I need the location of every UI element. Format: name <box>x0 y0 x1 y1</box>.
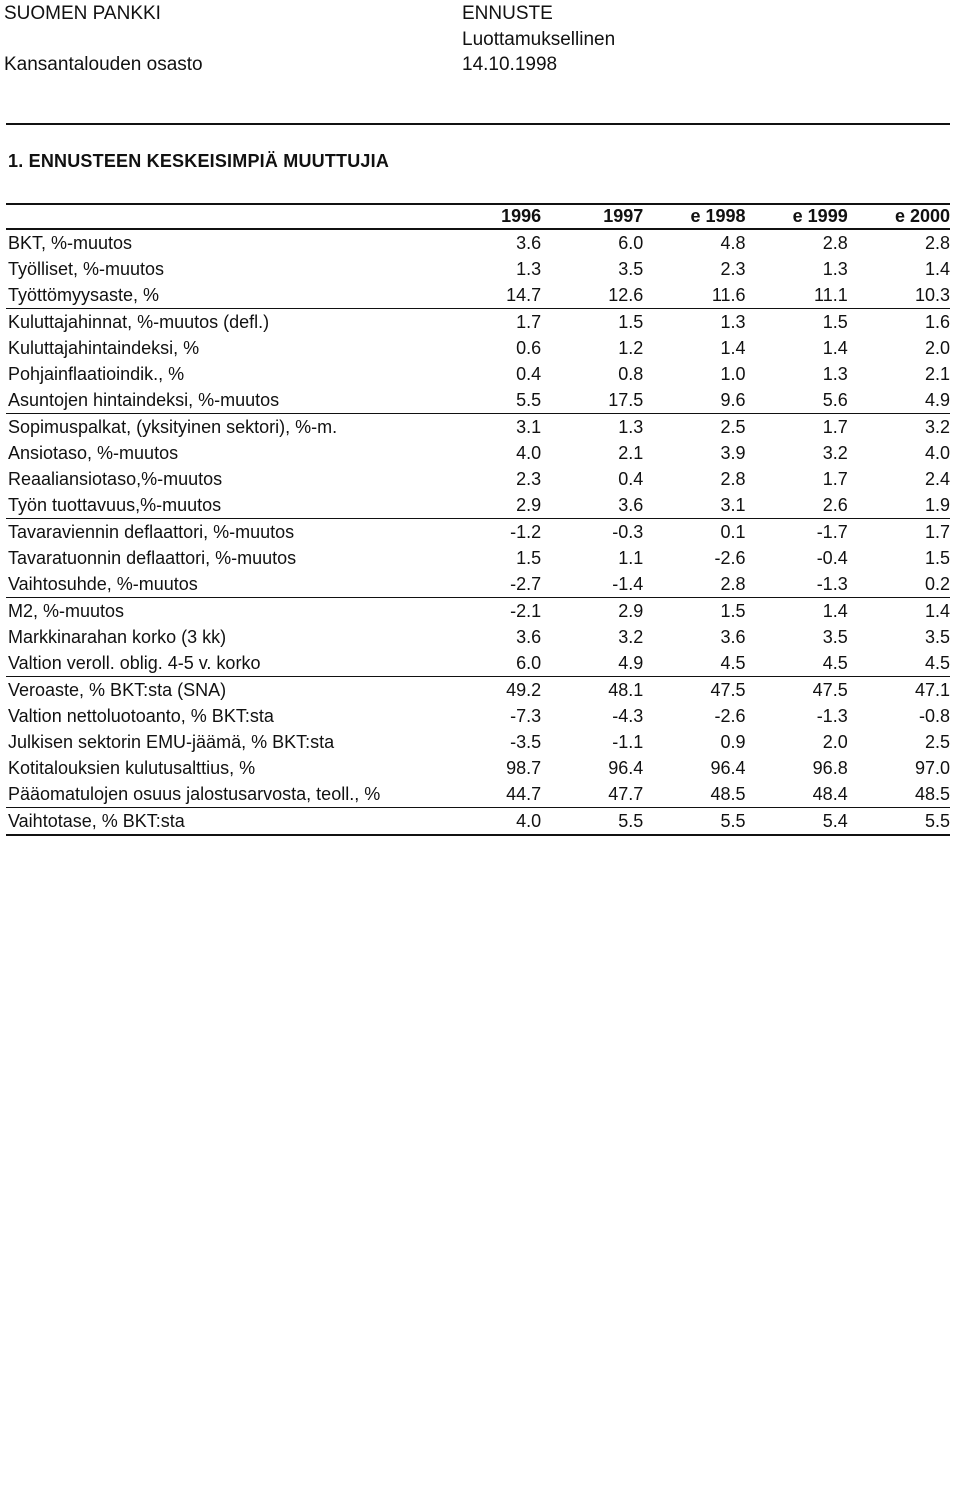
table-cell: 2.3 <box>516 469 542 489</box>
table-row <box>6 571 950 598</box>
table-cell: 3.6 <box>516 233 542 253</box>
table-cell: 3.2 <box>822 443 848 463</box>
table-header-row <box>6 204 950 229</box>
table-cell: 3.5 <box>822 627 848 647</box>
table-cell: 3.1 <box>643 492 745 519</box>
table-row <box>6 256 950 282</box>
table-cell: 1.6 <box>924 312 950 332</box>
row-label: Asuntojen hintaindeksi, %-muutos <box>6 387 439 414</box>
table-cell: 0.4 <box>618 469 644 489</box>
table-cell: 11.1 <box>746 282 848 309</box>
table-body <box>6 229 950 835</box>
table-cell: 4.9 <box>541 650 643 677</box>
table-row <box>6 492 950 519</box>
table-cell: 2.9 <box>618 601 644 621</box>
table-cell: -2.6 <box>714 706 746 726</box>
row-label: Veroaste, % BKT:sta (SNA) <box>8 680 227 700</box>
table-cell: 2.0 <box>924 338 950 358</box>
table-row <box>6 624 950 650</box>
table-row <box>6 808 950 836</box>
table-row <box>6 440 950 466</box>
table-row <box>6 729 950 755</box>
table-cell: 1.7 <box>516 312 542 332</box>
table-cell: -1.3 <box>746 571 848 598</box>
section-title: 1. ENNUSTEEN KESKEISIMPIÄ MUUTTUJIA <box>8 151 390 171</box>
table-cell: 1.3 <box>618 417 644 437</box>
row-label: Kotitalouksien kulutusalttius, % <box>8 758 256 778</box>
table-cell: 5.6 <box>746 387 848 414</box>
table-cell: -2.6 <box>714 548 746 568</box>
table-cell: 0.2 <box>848 571 950 598</box>
table-cell: 49.2 <box>506 680 542 700</box>
table-cell: 96.4 <box>608 758 644 778</box>
table-cell: -0.8 <box>918 706 950 726</box>
table-row <box>6 677 950 704</box>
table-cell: 4.0 <box>924 443 950 463</box>
table-cell: 48.5 <box>643 781 745 808</box>
table-cell: 5.5 <box>541 808 643 836</box>
table-cell: 5.5 <box>848 808 950 836</box>
row-label: Tavaraviennin deflaattori, %-muutos <box>8 522 295 542</box>
table-row <box>6 309 950 336</box>
table-cell: 4.5 <box>848 650 950 677</box>
table-cell: 6.0 <box>618 233 644 253</box>
table-cell: 1.4 <box>924 259 950 279</box>
column-header: 1997 <box>541 204 643 229</box>
row-label: Kuluttajahintaindeksi, % <box>8 338 200 358</box>
table-cell: 1.5 <box>924 548 950 568</box>
table-cell: 1.9 <box>848 492 950 519</box>
table-cell: 6.0 <box>439 650 541 677</box>
row-label: M2, %-muutos <box>8 601 125 621</box>
table-cell: 1.4 <box>720 338 746 358</box>
table-cell: 96.8 <box>812 758 848 778</box>
table-cell: 1.3 <box>516 259 542 279</box>
table-cell: 48.5 <box>848 781 950 808</box>
table-cell: 1.4 <box>822 601 848 621</box>
table-cell: -0.4 <box>816 548 848 568</box>
row-label: Vaihtotase, % BKT:sta <box>6 808 439 836</box>
table-cell: 3.6 <box>720 627 746 647</box>
row-label: Tavaratuonnin deflaattori, %-muutos <box>8 548 297 568</box>
table-cell: 4.5 <box>643 650 745 677</box>
organization-name: SUOMEN PANKKI <box>4 3 161 24</box>
table-row <box>6 703 950 729</box>
row-label: Työn tuottavuus,%-muutos <box>6 492 439 519</box>
column-header: 1996 <box>439 204 541 229</box>
table-cell: 9.6 <box>643 387 745 414</box>
table-cell: 3.2 <box>618 627 644 647</box>
table-cell: 97.0 <box>914 758 950 778</box>
row-label: Työlliset, %-muutos <box>8 259 165 279</box>
table-cell: -1.4 <box>541 571 643 598</box>
table-cell: 0.6 <box>516 338 542 358</box>
table-row <box>6 545 950 571</box>
table-row <box>6 229 950 256</box>
table-cell: -0.3 <box>612 522 644 542</box>
table-cell: 2.1 <box>618 443 644 463</box>
table-cell: 2.3 <box>720 259 746 279</box>
table-row <box>6 519 950 546</box>
column-header: e 1998 <box>643 204 745 229</box>
table-cell: 48.1 <box>608 680 644 700</box>
table-cell: 3.2 <box>924 417 950 437</box>
column-header: e 1999 <box>746 204 848 229</box>
table-cell: 48.4 <box>746 781 848 808</box>
table-cell: 2.1 <box>924 364 950 384</box>
row-label: Pohjainflaatioindik., % <box>8 364 185 384</box>
row-label: Valtion nettoluotoanto, % BKT:sta <box>8 706 274 726</box>
table-cell: 1.5 <box>822 312 848 332</box>
table-cell: 2.8 <box>924 233 950 253</box>
table-cell: 3.9 <box>720 443 746 463</box>
table-cell: 3.5 <box>924 627 950 647</box>
table-cell: 1.4 <box>924 601 950 621</box>
header-divider <box>6 123 950 125</box>
table-row <box>6 361 950 387</box>
column-header: e 2000 <box>848 204 950 229</box>
row-label: Sopimuspalkat, (yksityinen sektori), %-m. <box>8 417 338 437</box>
table-cell: 1.5 <box>516 548 542 568</box>
table-cell: 1.1 <box>618 548 644 568</box>
table-cell: 0.8 <box>618 364 644 384</box>
table-cell: 1.7 <box>822 417 848 437</box>
table-cell: 2.9 <box>439 492 541 519</box>
table-cell: -2.1 <box>510 601 542 621</box>
row-label: Julkisen sektorin EMU-jäämä, % BKT:sta <box>8 732 335 752</box>
table-row <box>6 598 950 625</box>
row-label: Kuluttajahinnat, %-muutos (defl.) <box>8 312 270 332</box>
table-cell: 47.5 <box>812 680 848 700</box>
table-cell: 2.0 <box>822 732 848 752</box>
table-cell: -1.1 <box>612 732 644 752</box>
table-cell: -1.7 <box>816 522 848 542</box>
table-cell: 2.8 <box>720 469 746 489</box>
table-cell: 12.6 <box>541 282 643 309</box>
table-cell: 3.6 <box>541 492 643 519</box>
table-cell: 1.3 <box>822 259 848 279</box>
row-label: Valtion veroll. oblig. 4-5 v. korko <box>6 650 439 677</box>
table-cell: 2.6 <box>746 492 848 519</box>
table-cell: 44.7 <box>439 781 541 808</box>
table-cell: 5.5 <box>439 387 541 414</box>
table-cell: 4.5 <box>746 650 848 677</box>
table-cell: 4.8 <box>720 233 746 253</box>
table-cell: 4.0 <box>516 443 542 463</box>
table-cell: 2.4 <box>924 469 950 489</box>
table-cell: 3.6 <box>516 627 542 647</box>
table-row <box>6 466 950 492</box>
table-cell: 14.7 <box>439 282 541 309</box>
table-cell: 1.5 <box>720 601 746 621</box>
table-row <box>6 335 950 361</box>
row-label: Pääomatulojen osuus jalostusarvosta, teoll., % <box>6 781 439 808</box>
table-cell: 3.1 <box>516 417 542 437</box>
table-cell: 1.5 <box>618 312 644 332</box>
table-cell: 0.1 <box>720 522 746 542</box>
classification-label: Luottamuksellinen <box>462 29 616 50</box>
table-cell: -4.3 <box>612 706 644 726</box>
table-cell: 3.5 <box>618 259 644 279</box>
document-type: ENNUSTE <box>462 3 553 24</box>
row-label: Reaaliansiotaso,%-muutos <box>8 469 223 489</box>
table-row <box>6 755 950 781</box>
table-cell: 5.4 <box>746 808 848 836</box>
table-cell: 4.0 <box>439 808 541 836</box>
document-date: 14.10.1998 <box>462 54 558 75</box>
table-row <box>6 282 950 309</box>
table-cell: 1.3 <box>822 364 848 384</box>
row-label: Markkinarahan korko (3 kk) <box>8 627 227 647</box>
table-cell: 10.3 <box>848 282 950 309</box>
table-cell: 0.9 <box>720 732 746 752</box>
row-label: Vaihtosuhde, %-muutos <box>6 571 439 598</box>
table-cell: 4.9 <box>848 387 950 414</box>
table-cell: -1.2 <box>510 522 542 542</box>
table-row <box>6 414 950 441</box>
table-cell: 1.3 <box>720 312 746 332</box>
table-cell: -3.5 <box>510 732 542 752</box>
table-cell: 1.4 <box>822 338 848 358</box>
table-cell: 5.5 <box>643 808 745 836</box>
table-cell: 2.5 <box>720 417 746 437</box>
table-cell: 47.5 <box>710 680 746 700</box>
table-row <box>6 387 950 414</box>
table-cell: 11.6 <box>643 282 745 309</box>
table-cell: 47.1 <box>914 680 950 700</box>
row-label-header <box>6 204 439 229</box>
table-cell: 1.7 <box>822 469 848 489</box>
table-cell: -7.3 <box>510 706 542 726</box>
table-cell: 2.8 <box>822 233 848 253</box>
row-label: Ansiotaso, %-muutos <box>8 443 179 463</box>
table-cell: 17.5 <box>541 387 643 414</box>
table-row <box>6 650 950 677</box>
row-label: Työttömyysaste, % <box>6 282 439 309</box>
table-cell: 0.4 <box>516 364 542 384</box>
table-cell: 2.5 <box>924 732 950 752</box>
table-cell: 1.2 <box>618 338 644 358</box>
table-cell: -2.7 <box>439 571 541 598</box>
table-cell: 98.7 <box>506 758 542 778</box>
table-cell: 2.8 <box>643 571 745 598</box>
row-label: BKT, %-muutos <box>8 233 133 253</box>
department-name: Kansantalouden osasto <box>4 54 203 75</box>
table-cell: 1.7 <box>924 522 950 542</box>
table-cell: 96.4 <box>710 758 746 778</box>
table-cell: 1.0 <box>720 364 746 384</box>
table-cell: -1.3 <box>816 706 848 726</box>
table-cell: 47.7 <box>541 781 643 808</box>
forecast-table <box>6 204 950 836</box>
table-row <box>6 781 950 808</box>
